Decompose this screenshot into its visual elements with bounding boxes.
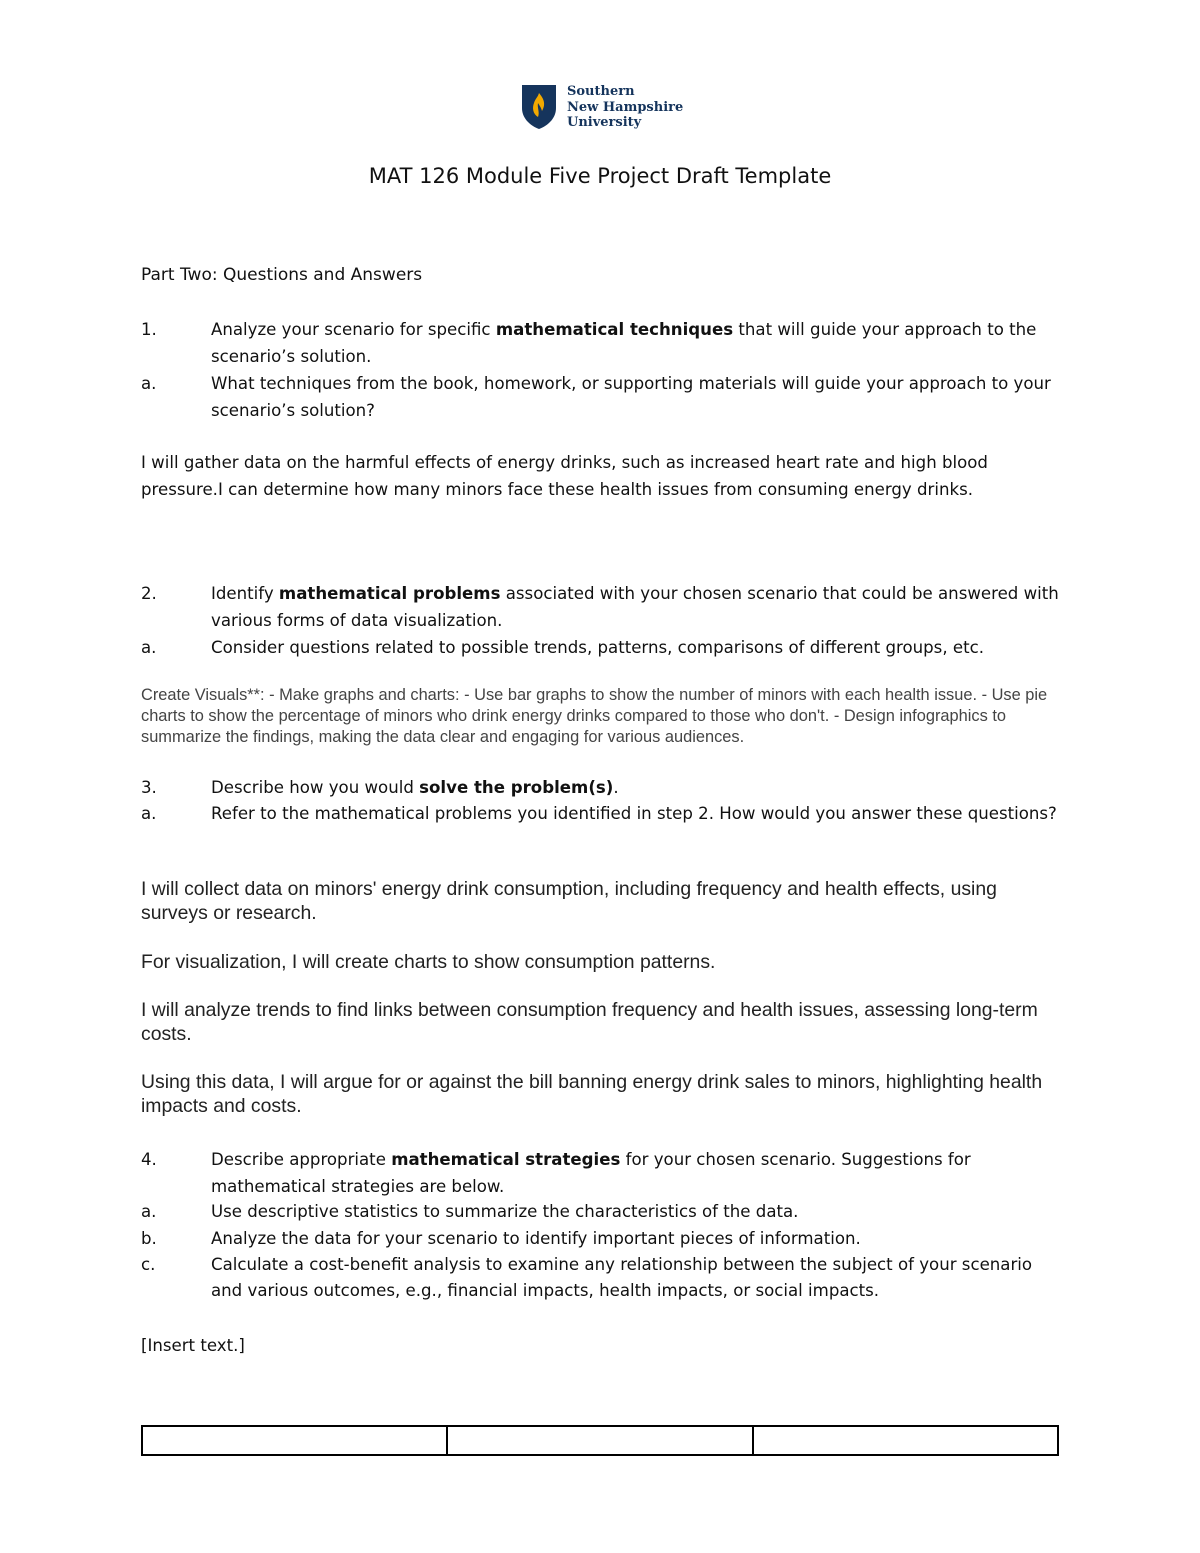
answer-3-paragraph-4: Using this data, I will argue for or against the bill banning energy drink sales to minors, highlighting health impacts and costs.: [141, 1071, 1043, 1117]
sub-letter: a.: [141, 804, 157, 823]
question-text: [211, 774, 1061, 801]
empty-table: [141, 1425, 1059, 1456]
bold-term: mathematical techniques: [495, 320, 734, 339]
sub-question-text: Consider questions related to possible trends, patterns, comparisons of different groups, etc.: [211, 638, 984, 657]
sub-question-text: Use descriptive statistics to summarize the characteristics of the data.: [211, 1202, 799, 1221]
answer-1: I will gather data on the harmful effects of energy drinks, such as increased heart rate and high blood pressure.I can determine how many minors face these health issues from consuming energy drinks.: [141, 453, 988, 499]
question-text: [211, 316, 1061, 370]
document-title: MAT 126 Module Five Project Draft Template: [368, 164, 832, 188]
question-number: 3.: [141, 778, 157, 797]
question-1: [141, 316, 1061, 370]
bold-term: mathematical problems: [278, 584, 501, 603]
sub-letter: a.: [141, 638, 157, 657]
sub-letter: a.: [141, 374, 157, 393]
table-cell: [754, 1427, 1057, 1454]
question-4a: [141, 1198, 1061, 1225]
text-part: for your chosen scenario. Suggestions for mathematical strategies are below.: [211, 1150, 971, 1196]
question-4c: [141, 1252, 1061, 1304]
sub-question-text: Analyze the data for your scenario to identify important pieces of information.: [211, 1229, 861, 1248]
question-3a: [141, 801, 1061, 826]
bold-term: solve the problem(s): [419, 778, 614, 797]
question-number: 4.: [141, 1150, 157, 1169]
question-4: [141, 1146, 1061, 1200]
insert-text-placeholder: [Insert text.]: [141, 1336, 245, 1355]
sub-letter: c.: [141, 1255, 156, 1274]
answer-2: Create Visuals**: - Make graphs and charts: - Use bar graphs to show the number of minors with each health issue. - Use pie charts to show the percentage of minors who drink energy drinks compared to those who don't. - Design infographics to summarize the findings, making the data clear and engaging for various audiences.: [141, 686, 1048, 746]
table-cell: [143, 1427, 448, 1454]
text-part: Describe appropriate: [211, 1150, 392, 1169]
sub-letter: b.: [141, 1229, 157, 1248]
university-logo: [521, 84, 683, 131]
text-part: .: [613, 778, 619, 797]
question-number: 1.: [141, 320, 157, 339]
sub-question-text: Calculate a cost-benefit analysis to examine any relationship between the subject of your scenario and various outcomes, e.g., financial impacts, health impacts, or social impacts.: [211, 1255, 1033, 1300]
logo-line-1: Southern: [567, 84, 635, 99]
text-part: Analyze your scenario for specific: [211, 320, 496, 339]
question-number: 2.: [141, 584, 157, 603]
sub-question-text: What techniques from the book, homework, or supporting materials will guide your approach to your scenario’s solution?: [211, 374, 1051, 420]
logo-line-3: University: [567, 115, 642, 130]
question-3: [141, 774, 1061, 801]
question-2: [141, 580, 1061, 634]
text-part: that will guide your approach to the scenario’s solution.: [211, 320, 1037, 366]
logo-line-2: New Hampshire: [567, 99, 684, 115]
answer-3-paragraph-2: For visualization, I will create charts to show consumption patterns.: [141, 951, 716, 973]
question-text: [211, 580, 1061, 634]
question-4b: [141, 1225, 1061, 1252]
question-1a: [141, 370, 1061, 424]
answer-3-paragraph-3: I will analyze trends to find links between consumption frequency and health issues, assessing long-term costs.: [141, 999, 1038, 1045]
sub-letter: a.: [141, 1202, 157, 1221]
text-part: Identify: [211, 584, 279, 603]
shield-flame-icon: [521, 84, 557, 130]
question-text: [211, 1146, 1061, 1200]
text-part: associated with your chosen scenario that could be answered with various forms of data visualization.: [211, 584, 1059, 630]
text-part: Describe how you would: [211, 778, 420, 797]
sub-question-text: Refer to the mathematical problems you identified in step 2. How would you answer these questions?: [211, 804, 1057, 823]
answer-3-paragraph-1: I will collect data on minors' energy drink consumption, including frequency and health effects, using surveys or research.: [141, 878, 997, 924]
bold-term: mathematical strategies: [391, 1150, 621, 1169]
table-cell: [448, 1427, 753, 1454]
logo-wordmark: [567, 84, 683, 131]
question-2a: [141, 634, 1061, 661]
section-heading: Part Two: Questions and Answers: [141, 265, 423, 285]
